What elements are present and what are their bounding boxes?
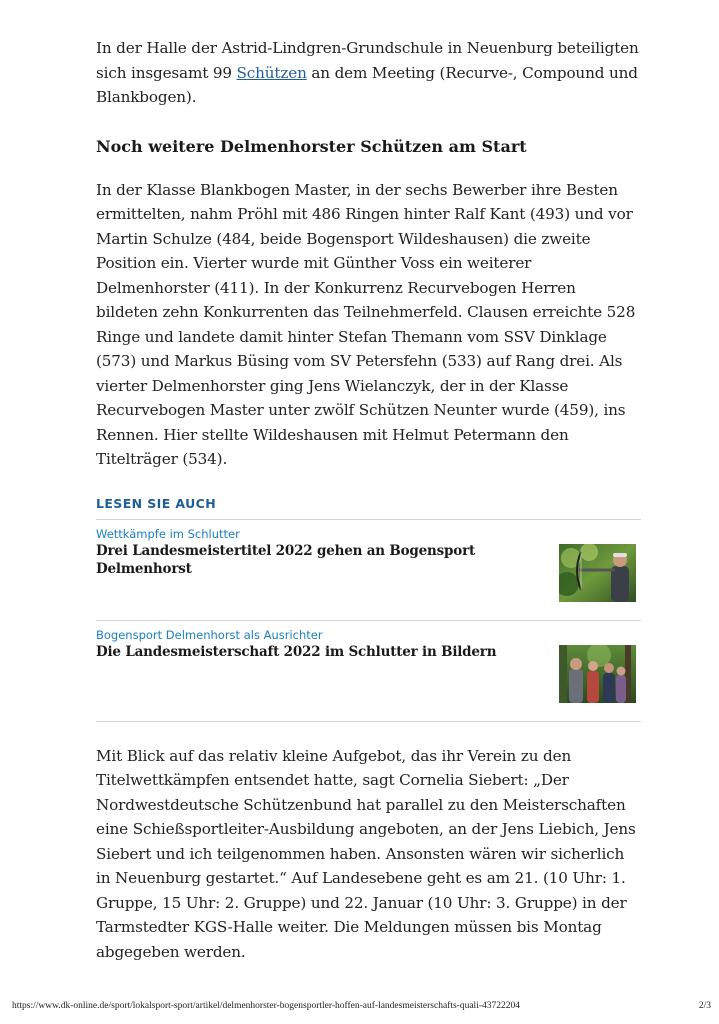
paragraph-text: an dem Meeting (Recurve-, Compound und Blankbogen).	[96, 63, 638, 106]
related-heading: LESEN SIE AUCH	[96, 495, 217, 511]
article-paragraph: In der Klasse Blankbogen Master, in der sechs Bewerber ihre Besten ermittelten, nahm Pröhl mit 486 Ringen hinter Ralf Kant (493) und vor Martin Schulze (484, beide Bogensport Wildeshausen) die zweite Position ein. Vierter wurde mit Günther Voss ein weiterer Delmenhorster (411). In der Konkurrenz Recurvebogen Herren bildeten zehn Konkurrenten das Teilnehmerfeld. Clausen erreichte 528 Ringe und landete damit hinter Stefan Themann vom SSV Dinklage (573) und Markus Büsing vom SV Petersfehn (533) auf Rang drei. Als vierter Delmenhorster ging Jens Wielanczyk, der in der Klasse Recurvebogen Master unter zwölf Schützen Neunter wurde (459), ins Rennen. Hier stellte Wildeshausen mit Helmut Petermann den Titelträger (534).	[96, 180, 636, 468]
article-body	[96, 36, 641, 964]
footer-url: https://www.dk-online.de/sport/lokalsport-sport/artikel/delmenhorster-bogensportler-hoffen-auf-landesmeisterschafts-quali-43722204	[12, 1001, 521, 1011]
section-subheading: Noch weitere Delmenhorster Schützen am Start	[96, 136, 527, 156]
related-article-2[interactable]	[96, 620, 641, 722]
article-paragraph	[96, 36, 641, 110]
related-kicker: Wettkämpfe im Schlutter	[96, 526, 240, 541]
related-article-1[interactable]	[96, 519, 641, 620]
archer-photo-icon[interactable]	[559, 544, 636, 602]
group-photo-icon[interactable]	[559, 645, 636, 703]
paragraph-text: In der Halle der Astrid-Lindgren-Grundschule in Neuenburg beteiligten sich insgesamt 99	[96, 39, 639, 82]
page-number: 2/3	[698, 1001, 711, 1011]
related-title[interactable]: Drei Landesmeistertitel 2022 gehen an Bogensport Delmenhorst	[96, 542, 476, 577]
article-paragraph: Mit Blick auf das relativ kleine Aufgebot, das ihr Verein zu den Titelwettkämpfen entsendet hatte, sagt Cornelia Siebert: „Der Nordwestdeutsche Schützenbund hat parallel zu den Meisterschaften eine Schießsportleiter-Ausbildung angeboten, an der Jens Liebich, Jens Siebert und ich teilgenommen haben. Ansonsten wären wir sicherlich in Neuenburg gestartet.“ Auf Landesebene geht es am 21. (10 Uhr: 1. Gruppe, 15 Uhr: 2. Gruppe) und 22. Januar (10 Uhr: 3. Gruppe) in der Tarmstedter KGS-Halle weiter. Die Meldungen müssen bis Montag abgegeben werden.	[96, 746, 636, 961]
related-title[interactable]: Die Landesmeisterschaft 2022 im Schlutter in Bildern	[96, 643, 497, 660]
related-articles	[96, 496, 641, 722]
schuetzen-link[interactable]: Schützen	[236, 63, 307, 82]
related-kicker: Bogensport Delmenhorst als Ausrichter	[96, 627, 323, 642]
